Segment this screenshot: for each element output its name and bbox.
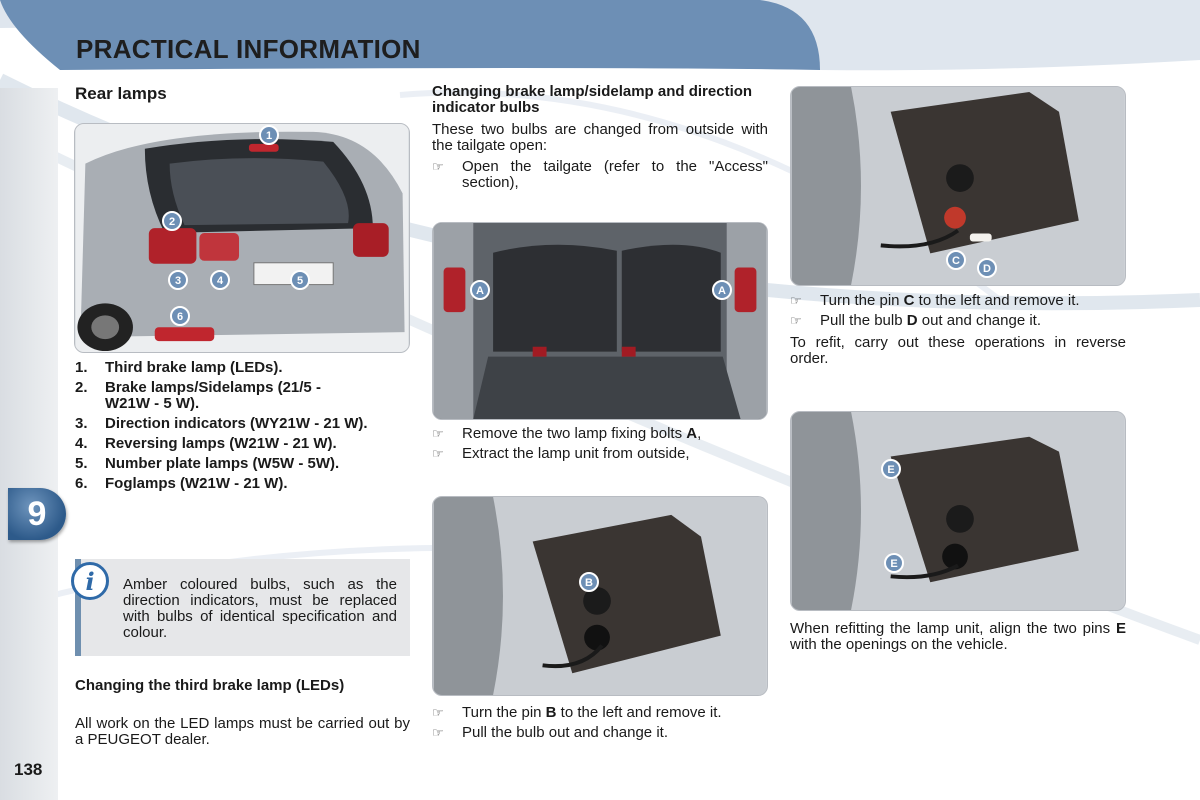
list-item: ☞ Turn the pin C to the left and remove it. — [790, 292, 1080, 309]
pin-b-steps — [432, 705, 768, 745]
lamp-b-callouts — [432, 496, 768, 696]
align-pins-text: When refitting the lamp unit, align the two pins E with the openings on the vehicle. — [790, 620, 1126, 653]
callout-5 — [291, 271, 309, 289]
pin-c-steps — [790, 293, 1126, 333]
svg-text:C: C — [952, 255, 960, 267]
page-number: 138 — [14, 760, 43, 779]
callout-4 — [211, 271, 229, 289]
third-brake-heading: Changing the third brake lamp (LEDs) — [75, 677, 345, 694]
svg-text:4: 4 — [216, 275, 224, 287]
callout-b — [580, 573, 598, 591]
svg-text:B: B — [585, 577, 593, 589]
pointing-hand-icon: ☞ — [432, 426, 444, 441]
svg-text:A: A — [476, 285, 484, 297]
callout-2 — [163, 212, 181, 230]
pointing-hand-icon: ☞ — [432, 446, 444, 461]
list-item: 6. Foglamps (W21W - 21 W). — [75, 475, 288, 492]
list-item: 4. Reversing lamps (W21W - 21 W). — [75, 435, 337, 452]
svg-text:E: E — [890, 558, 898, 570]
callout-1 — [260, 126, 278, 144]
list-item: 1. Third brake lamp (LEDs). — [75, 359, 283, 376]
middle-intro: These two bulbs are changed from outside with the tailgate open: — [432, 121, 768, 154]
pointing-hand-icon: ☞ — [432, 725, 444, 740]
list-item: 3. Direction indicators (WY21W - 21 W). — [75, 415, 368, 432]
rear-view-callouts — [74, 123, 410, 353]
list-item: ☞ Extract the lamp unit from outside, — [432, 445, 690, 462]
list-item: ☞ Turn the pin B to the left and remove it. — [432, 704, 722, 721]
lamp-cd-callouts — [790, 86, 1126, 286]
pointing-hand-icon: ☞ — [432, 705, 444, 720]
list-item: 5. Number plate lamps (W5W - 5W). — [75, 455, 340, 472]
callout-e-top — [882, 460, 900, 478]
middle-heading: Changing brake lamp/sidelamp and direction indicator bulbs — [432, 83, 753, 116]
list-item: ☞ Open the tailgate (refer to the "Access" section), — [432, 158, 768, 191]
page-title: PRACTICAL INFORMATION — [76, 34, 421, 64]
lamp-e-callouts — [790, 411, 1126, 611]
chapter-number: 9 — [27, 494, 47, 533]
list-item: 2. Brake lamps/Sidelamps (21/5 - W21W - 5 W). — [75, 379, 321, 412]
lamp-list — [75, 360, 415, 496]
svg-text:6: 6 — [176, 311, 184, 323]
pointing-hand-icon: ☞ — [432, 159, 444, 174]
svg-text:2: 2 — [168, 216, 176, 228]
list-item: ☞ Pull the bulb out and change it. — [432, 724, 668, 741]
svg-text:A: A — [718, 285, 726, 297]
callout-a-right — [713, 281, 731, 299]
info-icon: i — [71, 562, 109, 600]
left-rail — [0, 88, 58, 800]
callout-a-left — [471, 281, 489, 299]
list-item: ☞ Pull the bulb D out and change it. — [790, 312, 1042, 329]
list-item: ☞ Remove the two lamp fixing bolts A, — [432, 425, 702, 442]
remove-lamp-steps — [432, 426, 768, 466]
svg-text:5: 5 — [296, 275, 304, 287]
svg-text:3: 3 — [174, 275, 182, 287]
callout-c — [947, 251, 965, 269]
pointing-hand-icon: ☞ — [790, 313, 802, 328]
callout-d — [978, 259, 996, 277]
callout-3 — [169, 271, 187, 289]
open-tailgate-steps — [432, 159, 768, 195]
callout-e-bottom — [885, 554, 903, 572]
callout-6 — [171, 307, 189, 325]
chapter-tab — [8, 488, 66, 540]
rear-lamps-heading: Rear lamps — [75, 84, 167, 103]
pointing-hand-icon: ☞ — [790, 293, 802, 308]
svg-text:D: D — [983, 263, 991, 275]
boot-callouts — [432, 222, 768, 420]
svg-text:1: 1 — [265, 130, 273, 142]
refit-text: To refit, carry out these operations in reverse order. — [790, 334, 1126, 367]
svg-text:E: E — [887, 464, 895, 476]
third-brake-text: All work on the LED lamps must be carried out by a PEUGEOT dealer. — [75, 715, 410, 748]
info-note-text: Amber coloured bulbs, such as the direction indicators, must be replaced with bulbs of identical specification and colour. — [123, 576, 397, 641]
